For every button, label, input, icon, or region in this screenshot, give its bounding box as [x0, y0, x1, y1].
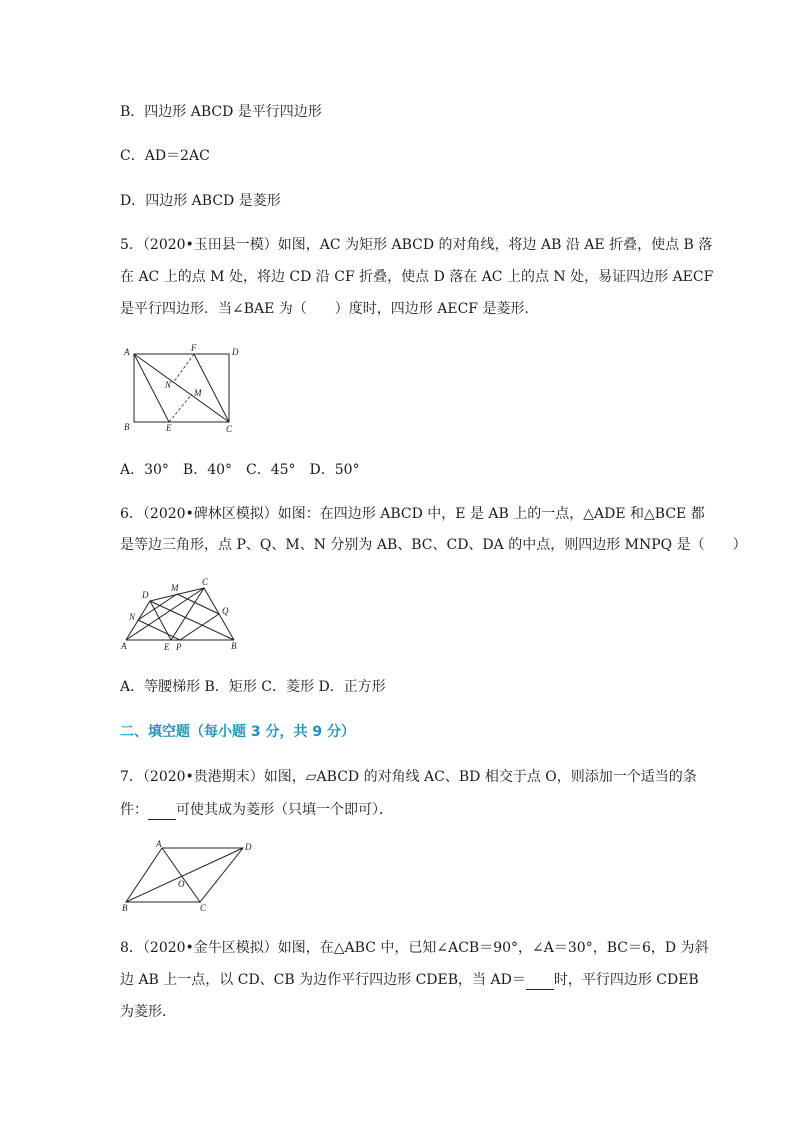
label-f: F [191, 343, 197, 353]
dashed-em [169, 394, 192, 422]
label-e: E [166, 423, 172, 433]
q8-line-2-pre: 边 AB 上一点，以 CD、CB 为边作平行四边形 CDEB，当 AD＝ [120, 972, 526, 988]
label-a: A [121, 641, 127, 651]
dashed-fn [173, 354, 194, 383]
q8-line-2-post: 时，平行四边形 CDEB [553, 972, 699, 988]
option-b: B．四边形 ABCD 是平行四边形 [120, 104, 322, 120]
label-d: D [245, 842, 252, 852]
q5-line-1: 5．（2020•玉田县一模）如图，AC 为矩形 ABCD 的对角线，将边 AB 沿 AE 折叠，使点 B 落 [120, 237, 713, 253]
q5-figure [118, 342, 248, 434]
label-m: M [171, 583, 179, 593]
label-b: B [231, 641, 237, 651]
answer-blank[interactable] [526, 975, 554, 990]
label-d: D [142, 590, 149, 600]
label-c: C [200, 903, 207, 913]
q8-line-3: 为菱形． [120, 1004, 176, 1020]
option-c: C．AD＝2AC [120, 148, 210, 164]
label-q: Q [222, 606, 229, 616]
q7-line-1: 7．（2020•贵港期末）如图，▱ABCD 的对角线 AC、BD 相交于点 O，则添加一个适当的条 [120, 769, 697, 785]
label-b: B [122, 903, 128, 913]
q7-line-2 [120, 800, 393, 820]
fold-ae [134, 354, 169, 422]
q6-line-1: 6．（2020•碑林区模拟）如图：在四边形 ABCD 中，E 是 AB 上的一点，△ADE 和△BCE 都 [120, 506, 705, 522]
q7-figure [118, 838, 263, 916]
diagonal-ac [134, 354, 229, 422]
q8-line-2 [120, 970, 699, 990]
q6-line-2: 是等边三角形，点 P、Q、M、N 分别为 AB、BC、CD、DA 的中点，则四边形 MNPQ 是（ ） [120, 537, 747, 553]
diagonal-ac [162, 848, 200, 902]
label-c: C [202, 577, 209, 587]
label-e: E [164, 642, 170, 652]
q5-options: A．30° B．40° C．45° D．50° [120, 462, 360, 478]
section-heading: 二、填空题（每小题 3 分，共 9 分） [120, 724, 355, 740]
option-d: D．四边形 ABCD 是菱形 [120, 193, 281, 209]
q6-options: A．等腰梯形 B．矩形 C．菱形 D．正方形 [120, 679, 386, 695]
label-o: O [178, 879, 185, 889]
label-a: A [124, 347, 130, 357]
q8-line-1: 8．（2020•金牛区模拟）如图，在△ABC 中，已知∠ACB＝90°，∠A＝30°，BC＝6，D 为斜 [120, 940, 709, 956]
q7-line-2-pre: 件： [120, 802, 148, 818]
q7-line-2-post: 可使其成为菱形（只填一个即可）． [176, 802, 393, 818]
label-d: D [232, 347, 239, 357]
label-p: P [176, 642, 182, 652]
q5-line-2: 在 AC 上的点 M 处，将边 CD 沿 CF 折叠，使点 D 落在 AC 上的点 N 处，易证四边形 AECF [120, 269, 714, 285]
label-c: C [226, 424, 233, 434]
q6-figure [118, 576, 248, 656]
label-m: M [194, 388, 202, 398]
label-b: B [124, 422, 130, 432]
label-a: A [156, 839, 162, 849]
label-n: N [165, 380, 172, 390]
label-n: N [129, 612, 136, 622]
q5-line-3: 是平行四边形．当∠BAE 为（ ）度时，四边形 AECF 是菱形． [120, 301, 539, 317]
answer-blank[interactable] [148, 805, 176, 820]
